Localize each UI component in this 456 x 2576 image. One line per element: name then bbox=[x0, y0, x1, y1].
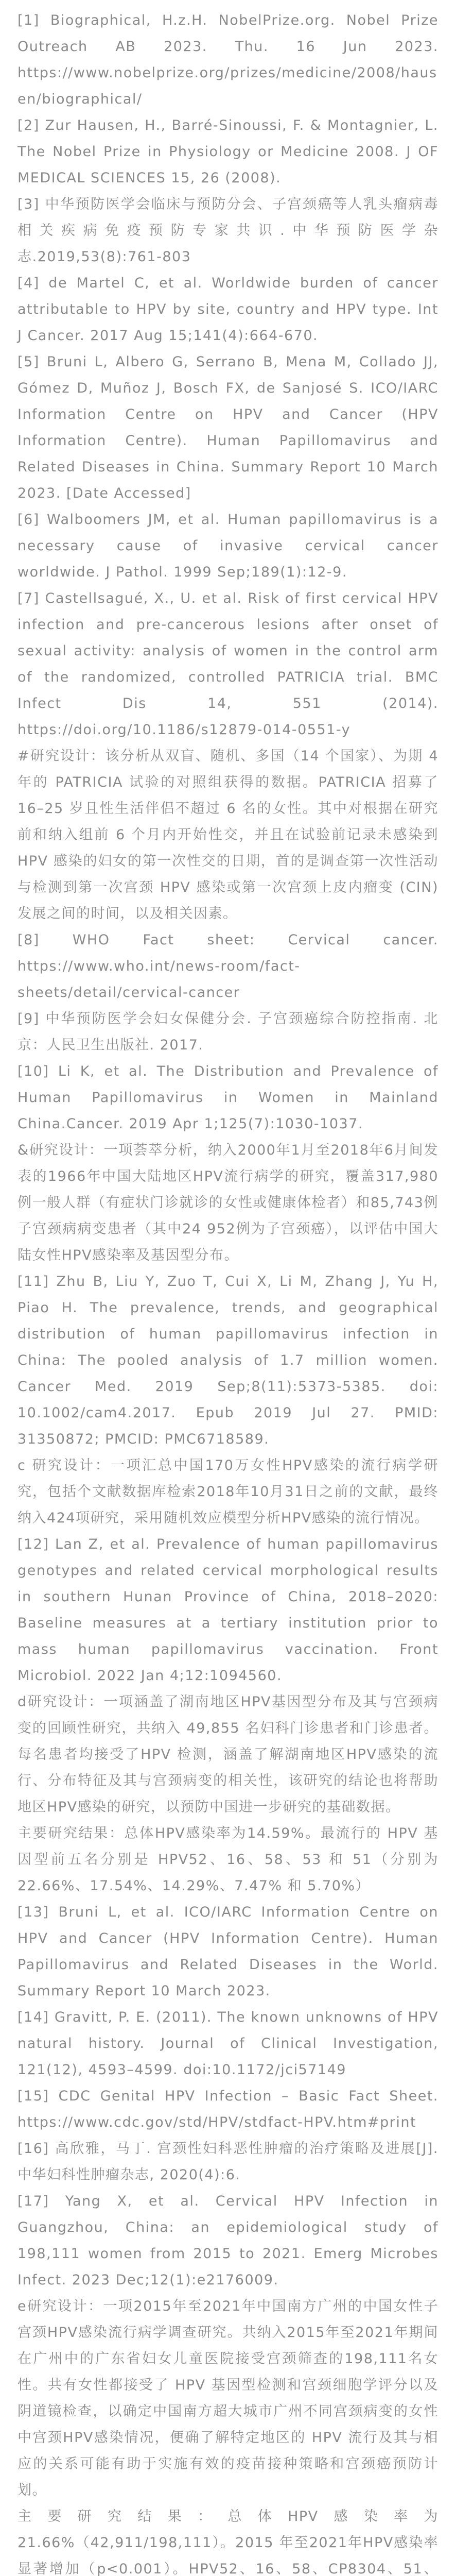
reference-11: [11] Zhu B, Liu Y, Zuo T, Cui X, Li M, Zhang J, Yu H, Piao H. The prevalence, trends, and geographical distribution of human papillomavirus infection in China: The pooled analysis of 1.7 million women. Cancer Med. 2019 Sep;8(11):5373-5385. doi: 10.1002/cam4.2017. Epub 2019 Jul 27. PMID: 31350872; PMCID: PMC6718589. bbox=[17, 1274, 444, 1447]
reference-17-main-results-note: 主要研究结果：总体HPV感染率为21.66%（42,911/198,111）。2015 年至2021年HPV感染率显著增加（p<0.001）。HPV52、16、58、CP8304、51、 bbox=[17, 2509, 439, 2576]
reference-2: [2] Zur Hausen, H., Barré-Sinoussi, F. & Montagnier, L. The Nobel Prize in Physiology or Medicine 2008. J OF MEDICAL SCIENCES 15, 26 (2008). bbox=[17, 117, 444, 186]
reference-12-study-design-note: d研究设计：一项涵盖了湖南地区HPV基因型分布及其与宫颈病变的回顾性研究，共纳入 49,855 名妇科门诊患者和门诊患者。每名患者均接受了HPV 检测，涵盖了解湖南地区HPV感染的流行、分布特征及其与宫颈病变的相关性，该研究的结论也将帮助地区HPV感染的研究，以预防中国进一步研究的基础数据。 bbox=[17, 1694, 439, 1815]
reference-3: [3] 中华预防医学会临床与预防分会、子宫颈癌等人乳头瘤病毒相关疾病免疫预防专家共识.中华预防医学杂志.2019,53(8):761-803 bbox=[17, 196, 439, 265]
reference-7-study-design-note: #研究设计：该分析从双盲、随机、多国（14 个国家）、为期 4 年的 PATRICIA 试验的对照组获得的数据。PATRICIA 招募了 16–25 岁且性生活伴侣不超过 6 名的女性。其中对根据在研究前和纳入组前 6 个月内开始性交，并且在试验前记录未感染到 HPV 感染的妇女的第一次性交的日期，首的是调查第一次性活动与检测到第一次宫颈 HPV 感染或第一次宫颈上皮内瘤变 (CIN) 发展之间的时间，以及相关因素。 bbox=[17, 748, 444, 922]
reference-10-study-design-note: &研究设计：一项荟萃分析，纳入2000年1月至2018年6月间发表的1966年中国大陆地区HPV流行病学的研究，覆盖317,980例一般人群（有症状门诊就诊的女性或健康体检者）和85,743例子宫颈病病变患者（其中24 952例为子宫颈癌），以评估中国大陆女性HPV感染率及基因型分布。 bbox=[17, 1142, 439, 1263]
reference-17-study-design-note: e研究设计：一项2015年至2021年中国南方广州的中国女性子宫颈HPV感染流行病学调查研究。共纳入2015年至2021年期间在广州中的广东省妇女儿童医院接受宫颈筛查的198,111名女性。共有女性都接受了 HPV 基因型检测和宫颈细胞学评分以及阴道镜检查，以确定中国南方超大城市广州不同宫颈病变的女性中宫颈HPV感染情况，便确了解特定地区的 HPV 流行及其与相应的关系可能有助于实施有效的疫苗接种策略和宫颈癌预防计划。 bbox=[17, 2298, 439, 2498]
reference-16: [16] 高欣雅，马丁. 宫颈性妇科恶性肿瘤的治疗策略及进展[J]. 中华妇科性肿瘤杂志, 2020(4):6. bbox=[17, 2141, 444, 2183]
reference-12: [12] Lan Z, et al. Prevalence of human papillomavirus genotypes and related cervical morphological results in southern Hunan Province of China, 2018–2020: Baseline measures at a tertiary institution prior to mass human papillomavirus vaccination. Front Microbiol. 2022 Jan 4;12:1094560. bbox=[17, 1536, 444, 1684]
reference-6: [6] Walboomers JM, et al. Human papillomavirus is a necessary cause of invasive cervical cancer worldwide. J Pathol. 1999 Sep;189(1):12-9. bbox=[17, 512, 444, 580]
reference-7: [7] Castellsagué, X., U. et al. Risk of first cervical HPV infection and pre-cancerous lesions after onset of sexual activity: analysis of women in the control arm of the randomized, controlled PATRICIA trial. BMC Infect Dis 14, 551 (2014). https://doi.org/10.1186/s12879-014-0551-y bbox=[17, 590, 444, 738]
reference-15: [15] CDC Genital HPV Infection – Basic Fact Sheet. https://www.cdc.gov/std/HPV/stdfact-HPV.htm#print bbox=[17, 2088, 444, 2130]
reference-12-main-results-note: 主要研究结果：总体HPV感染率为14.59%。最流行的 HPV 基因型前五名分别是 HPV52、16、58、53 和 51（分别为 22.66%、17.54%、14.29%、7.47% 和 5.70%） bbox=[17, 1825, 444, 1894]
reference-4: [4] de Martel C, et al. Worldwide burden of cancer attributable to HPV by site, country and HPV type. Int J Cancer. 2017 Aug 15;141(4):664-670. bbox=[17, 275, 444, 344]
reference-14: [14] Gravitt, P. E. (2011). The known unknowns of HPV natural history. Journal of Clinical Investigation, 121(12), 4593–4599. doi:10.1172/jci57149 bbox=[17, 2009, 444, 2078]
reference-8: [8] WHO Fact sheet: Cervical cancer. https://www.who.int/news-room/fact-sheets/detail/cervical-cancer bbox=[17, 932, 444, 1001]
reference-11-study-design-note: c 研究设计：一项汇总中国170万女性HPV感染的流行病学研究，包括个文献数据库检索2018年10月31日之前的文献，最终纳入424项研究，采用随机效应模型分析HPV感染的流行情况。 bbox=[17, 1458, 439, 1526]
reference-17: [17] Yang X, et al. Cervical HPV Infection in Guangzhou, China: an epidemiological study of 198,111 women from 2015 to 2021. Emerg Microbes Infect. 2023 Dec;12(1):e2176009. bbox=[17, 2193, 444, 2288]
reference-10: [10] Li K, et al. The Distribution and Prevalence of Human Papillomavirus in Women in Mainland China.Cancer. 2019 Apr 1;125(7):1030-1037. bbox=[17, 1063, 444, 1132]
reference-9: [9] 中华预防医学会妇女保健分会. 子宫颈癌综合防控指南. 北京：人民卫生出版社. 2017. bbox=[17, 1011, 439, 1053]
reference-1: [1] Biographical, H.z.H. NobelPrize.org. Nobel Prize Outreach AB 2023. Thu. 16 Jun 2023. https://www.nobelprize.org/prizes/medicine/2008/hausen/biographical/ bbox=[17, 12, 444, 107]
reference-13: [13] Bruni L, et al. ICO/IARC Information Centre on HPV and Cancer (HPV Information Centre). Human Papillomavirus and Related Diseases in the World. Summary Report 10 March 2023. bbox=[17, 1904, 444, 1999]
reference-5: [5] Bruni L, Albero G, Serrano B, Mena M, Collado JJ, Gómez D, Muñoz J, Bosch FX, de Sanjosé S. ICO/IARC Information Centre on HPV and Cancer (HPV Information Centre). Human Papillomavirus and Related Diseases in China. Summary Report 10 March 2023. [Date Accessed] bbox=[17, 354, 444, 501]
